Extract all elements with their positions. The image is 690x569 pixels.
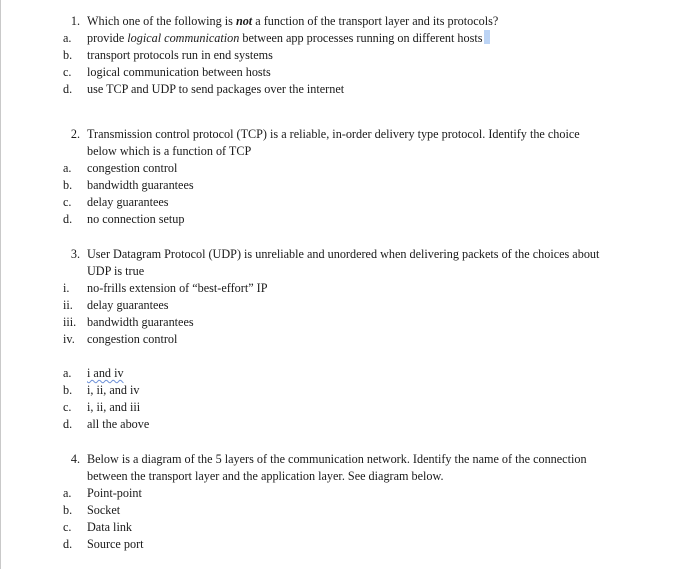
option-marker: a. <box>63 486 72 500</box>
page-left-edge <box>0 0 1 569</box>
option-marker: a. <box>63 161 72 175</box>
roman-marker: iii. <box>63 315 77 329</box>
question-text: User Datagram Protocol (UDP) is unreliable and unordered when delivering packets of the choices about <box>87 247 600 261</box>
option-text: Point-point <box>87 486 142 500</box>
option-text: use TCP and UDP to send packages over the internet <box>87 82 345 96</box>
option-marker: d. <box>63 82 73 96</box>
roman-item-text: bandwidth guarantees <box>87 315 194 329</box>
option-text: Socket <box>87 503 121 517</box>
roman-item-text: congestion control <box>87 332 178 346</box>
roman-marker: i. <box>63 281 70 295</box>
option-text: no connection setup <box>87 212 185 226</box>
option-text: all the above <box>87 417 150 431</box>
option-text: Data link <box>87 520 133 534</box>
question-text: between the transport layer and the application layer. See diagram below. <box>87 469 444 483</box>
option-text: delay guarantees <box>87 195 169 209</box>
option-marker: b. <box>63 503 73 517</box>
option-marker: c. <box>63 65 72 79</box>
option-text: provide logical communication between app processes running on different hosts <box>87 30 490 46</box>
roman-item-text: no-frills extension of “best-effort” IP <box>87 281 268 295</box>
option-text: i, ii, and iii <box>87 400 141 414</box>
roman-marker: ii. <box>63 298 73 312</box>
question-number: 4. <box>70 452 80 466</box>
option-text: i, ii, and iv <box>87 383 140 397</box>
question-text: Below is a diagram of the 5 layers of the communication network. Identify the name of the connection <box>87 452 587 466</box>
option-text: Source port <box>87 537 144 551</box>
option-marker: a. <box>63 366 72 380</box>
question-text: UDP is true <box>87 264 145 278</box>
option-marker: d. <box>63 417 73 431</box>
question-number: 1. <box>70 14 80 28</box>
option-text: logical communication between hosts <box>87 65 271 79</box>
option-text: i and iv <box>87 366 124 380</box>
roman-item-text: delay guarantees <box>87 298 169 312</box>
roman-marker: iv. <box>63 332 75 346</box>
question-text: Which one of the following is not a function of the transport layer and its protocols? <box>87 14 499 28</box>
option-marker: b. <box>63 48 73 62</box>
option-text: congestion control <box>87 161 178 175</box>
option-text: transport protocols run in end systems <box>87 48 273 62</box>
option-marker: b. <box>63 178 73 192</box>
question-number: 2. <box>70 127 80 141</box>
option-marker: d. <box>63 537 73 551</box>
option-text: bandwidth guarantees <box>87 178 194 192</box>
question-text: below which is a function of TCP <box>87 144 252 158</box>
option-marker: c. <box>63 400 72 414</box>
option-marker: b. <box>63 383 73 397</box>
option-marker: a. <box>63 31 72 45</box>
option-marker: d. <box>63 212 73 226</box>
question-text: Transmission control protocol (TCP) is a reliable, in-order delivery type protocol. Identify the choice <box>87 127 580 141</box>
question-number: 3. <box>70 247 80 261</box>
option-marker: c. <box>63 195 72 209</box>
option-marker: c. <box>63 520 72 534</box>
emphasis-not: not <box>235 14 253 28</box>
text-cursor <box>484 30 490 44</box>
